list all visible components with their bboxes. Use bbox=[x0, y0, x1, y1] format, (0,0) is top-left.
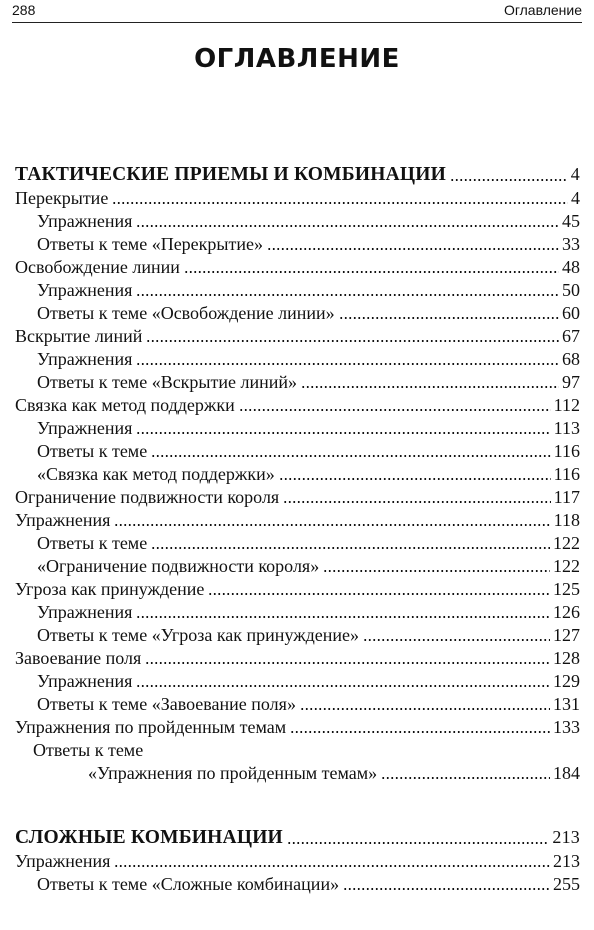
toc-page-number: 129 bbox=[553, 671, 580, 691]
toc-entry-text: «Связка как метод поддержки» bbox=[37, 464, 275, 484]
toc-entry-text: Ответы к теме bbox=[37, 533, 148, 553]
toc-entry[interactable] bbox=[15, 555, 580, 577]
toc-entry-text: Упражнения bbox=[37, 211, 133, 231]
toc-entry[interactable] bbox=[15, 578, 580, 600]
dot-leader bbox=[208, 580, 550, 596]
toc-entry-text: Упражнения bbox=[15, 851, 111, 871]
toc-entry-text: Упражнения bbox=[37, 671, 133, 691]
toc-entry[interactable] bbox=[15, 394, 580, 416]
dot-leader bbox=[339, 304, 559, 320]
toc-entry[interactable] bbox=[15, 716, 580, 738]
page-title: ОГЛАВЛЕНИЕ bbox=[194, 44, 400, 74]
toc-entry-text: «Ограничение подвижности короля» bbox=[37, 556, 320, 576]
toc-entry[interactable] bbox=[15, 187, 580, 209]
toc-entry-text: Ответы к теме «Завоевание поля» bbox=[37, 694, 296, 714]
toc-entry-text: Ограничение подвижности короля bbox=[15, 487, 280, 507]
dot-leader bbox=[239, 396, 551, 412]
dot-leader bbox=[136, 672, 550, 688]
toc-entry[interactable] bbox=[15, 850, 580, 872]
toc-entry-text: Упражнения bbox=[37, 418, 133, 438]
dot-leader bbox=[290, 718, 550, 734]
toc-entry-text: Завоевание поля bbox=[15, 648, 142, 668]
toc-entry-text: Освобождение линии bbox=[15, 257, 180, 277]
dot-leader bbox=[300, 695, 550, 711]
toc-page-number: 122 bbox=[553, 533, 580, 553]
dot-leader bbox=[184, 258, 559, 274]
toc-page-number: 116 bbox=[553, 464, 580, 484]
toc-entry[interactable] bbox=[15, 693, 580, 715]
dot-leader bbox=[301, 373, 559, 389]
dot-leader bbox=[112, 189, 568, 205]
dot-leader bbox=[151, 442, 550, 458]
toc-entry-text: Перекрытие bbox=[15, 188, 109, 208]
toc-page-number: 45 bbox=[562, 211, 580, 231]
toc-entry[interactable] bbox=[15, 647, 580, 669]
running-header bbox=[12, 0, 582, 23]
dot-leader bbox=[114, 511, 550, 527]
toc-entry[interactable] bbox=[15, 210, 580, 232]
toc-entry-text: Ответы к теме «Перекрытие» bbox=[37, 234, 263, 254]
toc-page-number: 255 bbox=[553, 874, 580, 894]
toc-entry[interactable] bbox=[15, 739, 580, 761]
toc-entry[interactable] bbox=[15, 325, 580, 347]
toc-entry[interactable] bbox=[15, 440, 580, 462]
dot-leader bbox=[267, 235, 559, 251]
toc-entry-text: Ответы к теме «Сложные комбинации» bbox=[37, 874, 340, 894]
dot-leader bbox=[381, 764, 550, 780]
dot-leader bbox=[283, 488, 550, 504]
dot-leader bbox=[114, 852, 550, 868]
toc-entry-text: Угроза как принуждение bbox=[15, 579, 205, 599]
dot-leader bbox=[363, 626, 550, 642]
toc-entry[interactable] bbox=[15, 486, 580, 508]
running-title: Оглавление bbox=[503, 2, 582, 18]
toc-page-number: 97 bbox=[562, 372, 580, 392]
toc-entry-text: Упражнения bbox=[15, 510, 111, 530]
toc-page-number: 68 bbox=[562, 349, 580, 369]
toc-entry[interactable] bbox=[15, 463, 580, 485]
toc-entry-text: Ответы к теме «Вскрытие линий» bbox=[37, 372, 298, 392]
toc-entry[interactable] bbox=[15, 601, 580, 623]
dot-leader bbox=[279, 465, 551, 481]
toc-entry-text: Ответы к теме bbox=[37, 441, 148, 461]
toc-page-number: 4 bbox=[571, 188, 580, 208]
dot-leader bbox=[450, 166, 568, 182]
toc-entry-text: Упражнения bbox=[37, 349, 133, 369]
toc-entry-text: Ответы к теме bbox=[33, 740, 144, 760]
dot-leader bbox=[287, 829, 549, 845]
toc-part-heading[interactable] bbox=[15, 826, 580, 849]
dot-leader bbox=[136, 603, 550, 619]
toc-page-number: 125 bbox=[553, 579, 580, 599]
page-number: 288 bbox=[12, 2, 36, 18]
toc-page-number: 4 bbox=[570, 164, 580, 184]
toc-entry[interactable] bbox=[15, 670, 580, 692]
toc-entry[interactable] bbox=[15, 371, 580, 393]
toc-entry[interactable] bbox=[15, 256, 580, 278]
toc-entry[interactable] bbox=[15, 624, 580, 646]
dot-leader bbox=[343, 875, 550, 891]
toc-page-number: 127 bbox=[553, 625, 580, 645]
toc-page-number: 33 bbox=[562, 234, 580, 254]
toc-entry-text: Связка как метод поддержки bbox=[15, 395, 235, 415]
toc-page-number: 213 bbox=[552, 827, 580, 847]
toc-entry[interactable] bbox=[15, 417, 580, 439]
toc-entry[interactable] bbox=[15, 302, 580, 324]
toc-page-number: 67 bbox=[562, 326, 580, 346]
toc-page-number: 131 bbox=[553, 694, 580, 714]
toc-page-number: 128 bbox=[553, 648, 580, 668]
toc-entry[interactable] bbox=[15, 873, 580, 895]
toc-part-heading[interactable] bbox=[15, 163, 580, 186]
toc-page-number: 117 bbox=[553, 487, 580, 507]
toc-entry[interactable] bbox=[15, 509, 580, 531]
toc-entry-text: ТАКТИЧЕСКИЕ ПРИЕМЫ И КОМБИНАЦИИ bbox=[15, 164, 446, 185]
toc-page-number: 213 bbox=[553, 851, 580, 871]
toc-entry[interactable] bbox=[15, 532, 580, 554]
dot-leader bbox=[136, 350, 559, 366]
dot-leader bbox=[136, 212, 559, 228]
toc-page-number: 133 bbox=[553, 717, 580, 737]
toc-entry-text: Вскрытие линий bbox=[15, 326, 143, 346]
toc-entry[interactable] bbox=[15, 348, 580, 370]
toc-entry-text: СЛОЖНЫЕ КОМБИНАЦИИ bbox=[15, 827, 283, 848]
toc-entry-text: Упражнения bbox=[37, 602, 133, 622]
toc-entry-text: Упражнения bbox=[37, 280, 133, 300]
dot-leader bbox=[323, 557, 550, 573]
toc-page-number: 184 bbox=[553, 763, 580, 783]
toc-page-number: 126 bbox=[553, 602, 580, 622]
toc-page-number: 113 bbox=[553, 418, 580, 438]
dot-leader bbox=[136, 419, 550, 435]
toc-page-number: 48 bbox=[562, 257, 580, 277]
toc-page-number: 118 bbox=[553, 510, 580, 530]
toc-entry[interactable] bbox=[15, 279, 580, 301]
toc-entry-text: «Упражнения по пройденным темам» bbox=[88, 763, 378, 783]
toc-entry-text: Упражнения по пройденным темам bbox=[15, 717, 287, 737]
toc-entry-text: Ответы к теме «Освобождение линии» bbox=[37, 303, 335, 323]
toc-page-number: 50 bbox=[562, 280, 580, 300]
dot-leader bbox=[146, 327, 559, 343]
toc-entry[interactable] bbox=[15, 233, 580, 255]
toc-entry[interactable] bbox=[15, 762, 580, 784]
toc-page-number: 116 bbox=[553, 441, 580, 461]
toc-entry-text: Ответы к теме «Угроза как принуждение» bbox=[37, 625, 360, 645]
dot-leader bbox=[145, 649, 550, 665]
toc-page-number: 60 bbox=[562, 303, 580, 323]
dot-leader bbox=[151, 534, 550, 550]
toc-page-number: 122 bbox=[553, 556, 580, 576]
dot-leader bbox=[136, 281, 559, 297]
toc-page-number: 112 bbox=[553, 395, 580, 415]
